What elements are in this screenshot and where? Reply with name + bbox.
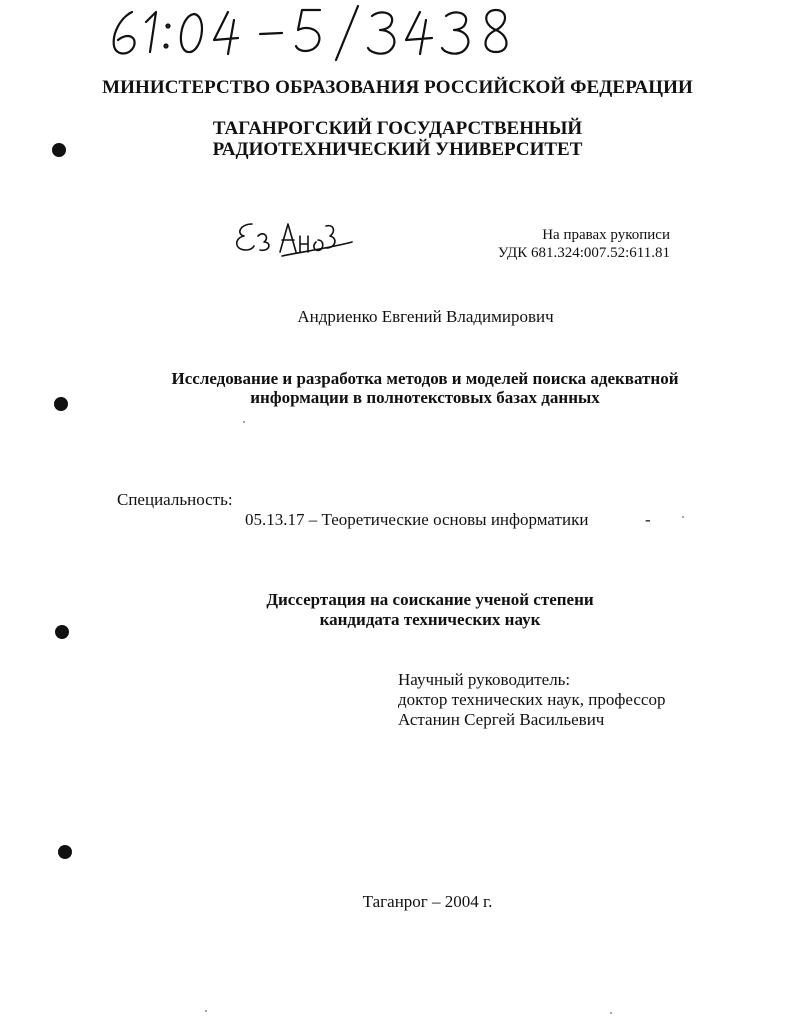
scan-speck: [205, 1010, 207, 1012]
specialty-label: Специальность:: [117, 490, 233, 509]
scan-speck: [610, 1012, 612, 1014]
supervisor-degree: доктор технических наук, профессор: [398, 690, 666, 709]
thesis-title-line-1: Исследование и разработка методов и моделей поиска адекватной: [171, 369, 679, 388]
thesis-title-line-2: информации в полнотекстовых базах данных: [250, 388, 600, 407]
ministry-heading: МИНИСТЕРСТВО ОБРАЗОВАНИЯ РОССИЙСКОЙ ФЕДЕРАЦИИ: [102, 77, 693, 98]
supervisor-label: Научный руководитель:: [398, 670, 571, 689]
rights-note: На правах рукописи: [542, 227, 670, 243]
thesis-title: [100, 369, 750, 407]
scan-speck: [243, 421, 245, 423]
dissertation-line-1: Диссертация на соискание ученой степени: [266, 590, 594, 609]
university-line-1: ТАГАНРОГСКИЙ ГОСУДАРСТВЕННЫЙ: [212, 118, 583, 139]
university-name: [0, 118, 795, 160]
scan-speck: [682, 516, 684, 518]
university-line-2: РАДИОТЕХНИЧЕСКИЙ УНИВЕРСИТЕТ: [212, 139, 583, 160]
city-year: Таганрог – 2004 г.: [362, 892, 493, 911]
supervisor-name: Астанин Сергей Васильевич: [398, 710, 605, 729]
binding-hole: [54, 397, 68, 411]
specialty-value: 05.13.17 – Теоретические основы информатики: [245, 510, 589, 529]
binding-hole: [55, 625, 69, 639]
manuscript-rights-block: [470, 226, 670, 262]
supervisor-block: [398, 670, 665, 730]
binding-hole: [58, 845, 72, 859]
binding-hole: [52, 143, 66, 157]
udc-code: УДК 681.324:007.52:611.81: [497, 245, 670, 261]
handwritten-archive-number: [110, 2, 530, 64]
author-name: Андриенко Евгений Владимирович: [297, 307, 554, 326]
author-signature: [230, 212, 360, 272]
dissertation-line-2: кандидата технических наук: [319, 610, 541, 629]
specialty-trailing-mark: -: [645, 510, 651, 529]
dissertation-degree: [230, 590, 630, 630]
